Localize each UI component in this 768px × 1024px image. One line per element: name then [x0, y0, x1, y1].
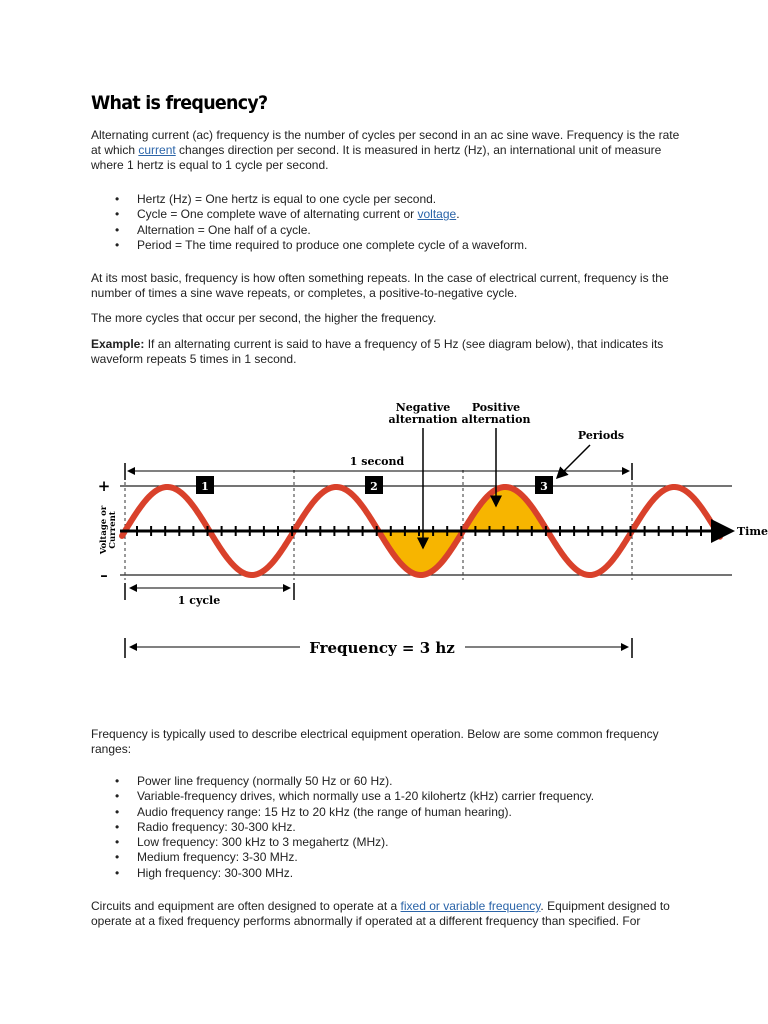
time-label: Time	[737, 525, 768, 538]
y-axis-label	[99, 505, 118, 555]
closing-text-2: . Equipment designed to operate at a fixed frequency performs abnormally if operated at a different frequency than specified. For	[91, 899, 670, 928]
list-item: • Radio frequency: 30-300 kHz.	[91, 820, 691, 835]
voltage-link[interactable]: voltage	[417, 207, 457, 222]
example-paragraph	[91, 337, 681, 367]
period-marker-2	[365, 476, 383, 494]
periods-callout-arrow	[557, 445, 590, 478]
definitions-list	[91, 192, 691, 253]
positive-label-line1: Positive	[471, 401, 521, 414]
example-text: If an alternating current is said to have a frequency of 5 Hz (see diagram below), that indicates its waveform repeats 5 times in 1 second.	[91, 337, 664, 366]
frequency-label: Frequency = 3 hz	[309, 639, 455, 657]
list-item: • Medium frequency: 3-30 MHz.	[91, 850, 691, 865]
negative-label-line1: Negative	[395, 401, 451, 414]
list-item: • Period = The time required to produce one complete cycle of a waveform.	[91, 238, 691, 253]
frequency-ranges-list	[91, 774, 691, 881]
svg-text:3: 3	[540, 480, 548, 493]
period-marker-1	[196, 476, 214, 494]
current-link[interactable]: current	[138, 143, 176, 157]
fixed-variable-frequency-link[interactable]: fixed or variable frequency	[400, 899, 541, 913]
list-item: • Power line frequency (normally 50 Hz or 60 Hz).	[91, 774, 691, 789]
svg-text:2: 2	[370, 480, 378, 493]
more-cycles-paragraph: The more cycles that occur per second, the higher the frequency.	[91, 311, 437, 325]
list-item: • Variable-frequency drives, which normally use a 1-20 kilohertz (kHz) carrier frequency.	[91, 789, 691, 804]
svg-text:1: 1	[201, 480, 209, 493]
closing-paragraph	[91, 899, 681, 929]
list-item: • High frequency: 30-300 MHz.	[91, 866, 691, 881]
plus-sign: +	[97, 477, 111, 495]
frequency-diagram	[0, 390, 768, 670]
list-item: • Audio frequency range: 15 Hz to 20 kHz (the range of human hearing).	[91, 805, 691, 820]
period-marker-3	[535, 476, 553, 494]
intro-text-1: Alternating current (ac) frequency is the number of cycles per second in an ac sine wave. Frequency is the rate at which	[91, 128, 680, 157]
ranges-intro-paragraph: Frequency is typically used to describe electrical equipment operation. Below are some common frequency ranges:	[91, 727, 659, 756]
intro-text-2: changes direction per second. It is measured in hertz (Hz), an international unit of measure where 1 hertz is equal to 1 cycle per second.	[91, 143, 662, 172]
minus-sign: –	[100, 566, 108, 584]
list-item: • Cycle = One complete wave of alternating current or voltage.	[91, 207, 691, 222]
list-item: • Alternation = One half of a cycle.	[91, 223, 691, 238]
example-label: Example:	[91, 337, 145, 351]
intro-paragraph	[91, 128, 681, 173]
list-item: • Hertz (Hz) = One hertz is equal to one cycle per second.	[91, 192, 691, 207]
one-cycle-label: 1 cycle	[177, 594, 221, 607]
closing-text-1: Circuits and equipment are often designed to operate at a	[91, 899, 401, 913]
one-second-label: 1 second	[349, 455, 405, 468]
positive-label-line2: alternation	[461, 413, 531, 426]
basic-paragraph: At its most basic, frequency is how often something repeats. In the case of electrical current, frequency is the number of times a sine wave repeats, or completes, a positive-to-negative cycle.	[91, 271, 669, 300]
svg-text:Current: Current	[108, 511, 118, 549]
negative-label-line2: alternation	[388, 413, 458, 426]
page-title: What is frequency?	[91, 92, 268, 114]
list-item: • Low frequency: 300 kHz to 3 megahertz (MHz).	[91, 835, 691, 850]
svg-text:Voltage or: Voltage or	[99, 505, 109, 555]
periods-label: Periods	[577, 429, 625, 442]
